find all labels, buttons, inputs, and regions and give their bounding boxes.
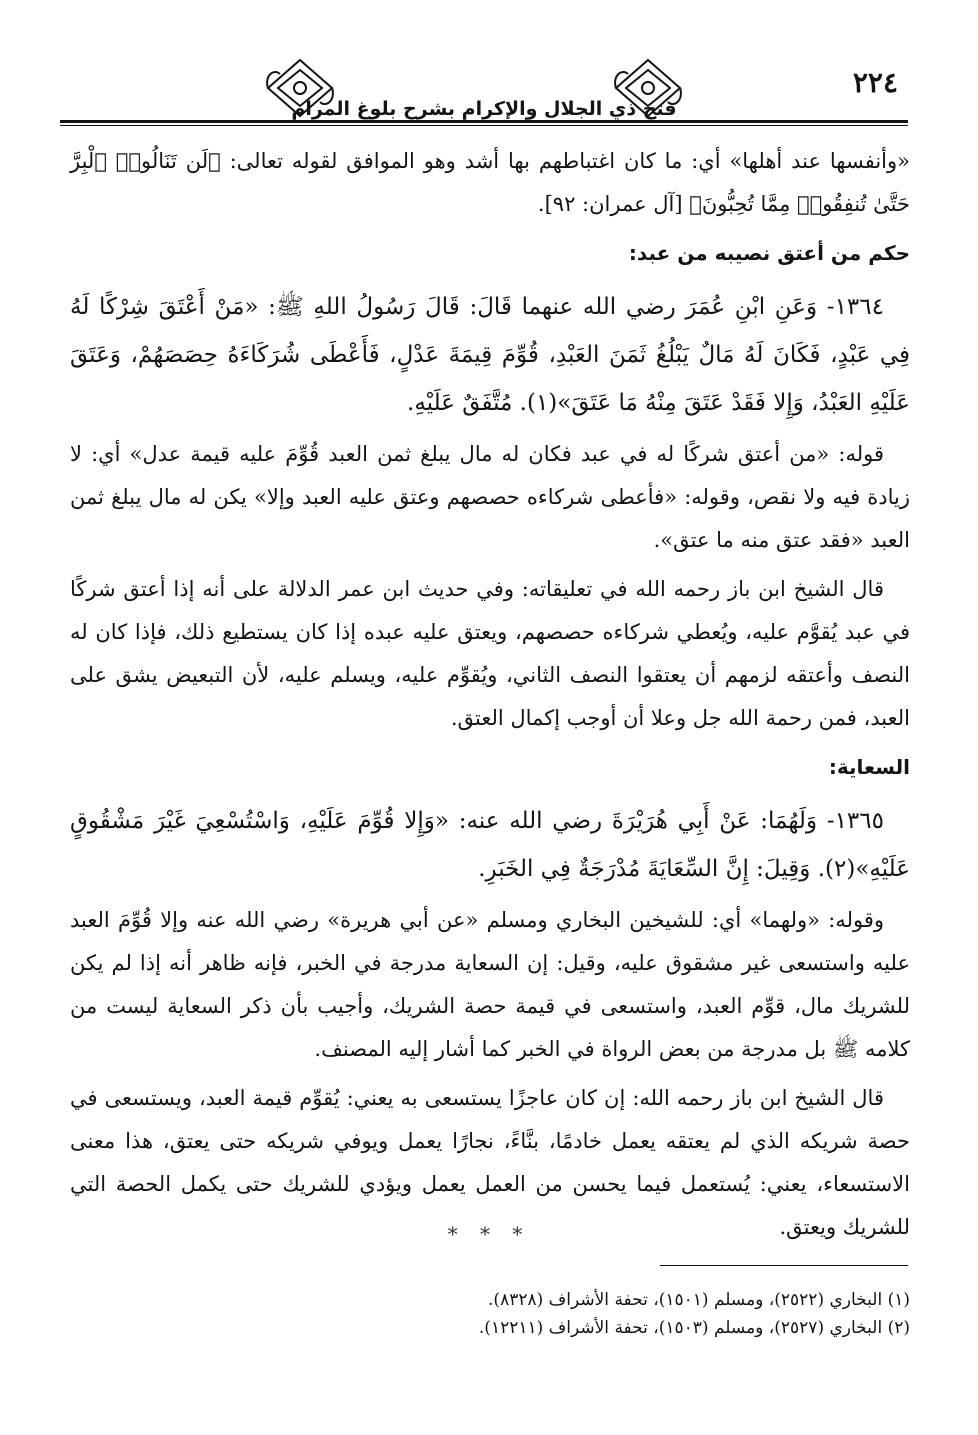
paragraph-commentary-2: وقوله: «ولهما» أي: للشيخين البخاري ومسلم «عن أبي هريرة» رضي الله عنه وإلا قُوِّمَ العبد عليه واستسعى غير مشقوق عليه، وقيل: إن السعاية مدرجة في الخبر، فإنه ظاهر أنه إذا لم يكن للشريك مال، قوِّم العبد، واستسعى في قيمة حصة الشريك، وأجيب بأن ذكر السعاية ليست من كلامه ﷺ بل مدرجة من بعض الرواة في الخبر كما أشار إليه المصنف. [70,908,910,1061]
header-rule-thin [60,125,908,126]
paragraph-ibn-baz-2: قال الشيخ ابن باز رحمه الله: إن كان عاجزًا يستسعى به يعني: يُقوِّم قيمة العبد، ويستسعى في حصة شريكه الذي لم يعتقه يعمل خادمًا، بنَّاءً، نجارًا يعمل ويوفي شريكه حتى يعتق، هذا معنى الاستسعاء، يعني: يُستعمل فيما يحسن من العمل يعمل ويؤدي للشريك حتى يكمل الحصة التي للشريك ويعتق. [70,1086,911,1239]
footnote-2: (٢) البخاري (٢٥٢٧)، ومسلم (١٥٠٣)، تحفة الأشراف (١٢٢١١). [478,1318,910,1338]
footnote-1: (١) البخاري (٢٥٢٢)، ومسلم (١٥٠١)، تحفة الأشراف (٨٣٢٨). [488,1290,910,1310]
section-heading-siaya: السعاية: [828,755,910,779]
page-body [70,140,910,1255]
hadith-1365: ١٣٦٥- وَلَهُمَا: عَنْ أَبِي هُرَيْرَةَ رضي الله عنه: «وَإِلا قُوِّمَ عَلَيْهِ، وَاسْتُسْعِيَ غَيْرَ مَشْقُوقٍ عَلَيْهِ»(٢). وَقِيلَ: إِنَّ السِّعَايَةَ مُدْرَجَةٌ فِي الخَبَرِ. [70,808,910,882]
section-separator: * * * [447,1222,531,1246]
paragraph-commentary-1: قوله: «من أعتق شركًا له في عبد فكان له مال يبلغ ثمن العبد قُوِّمَ عليه قيمة عدل» أي: لا زيادة فيه ولا نقص، وقوله: «فأعطى شركاءه حصصهم وعتق عليه العبد وإلا» يكن له مال يبلغ ثمن العبد «فقد عتق منه ما عتق». [70,442,910,552]
section-heading-manumission: حكم من أعتق نصيبه من عبد: [628,241,910,265]
book-title: فتح ذي الجلال والإكرام بشرح بلوغ المرام [291,98,677,120]
paragraph-ibn-baz-1: قال الشيخ ابن باز رحمه الله في تعليقاته: وفي حديث ابن عمر الدلالة على أنه إذا أعتق شركًا في عبد يُقوَّم عليه، ويُعطي شركاءه حصصهم، ويعتق عليه عبده إذا كان يستطيع ذلك، فإذا كان له النصف وأعتقه لزمهم أن يعتقوا النصف الثاني، ويُقوِّم عليه، ويسلم عليه، لأن التبعيض يشق على العبد، فمن رحمة الله جل وعلا أن أوجب إكمال العتق. [70,577,910,730]
footnote-rule [660,1265,908,1266]
page-header [60,50,908,120]
header-rule [60,120,908,123]
page-number: ٢٢٤ [852,66,898,99]
paragraph-intro: «وأنفسها عند أهلها» أي: ما كان اغتباطهم بها أشد وهو الموافق لقوله تعالى: ﴿لَن تَنَالُوا۟ ٱلْبِرَّ حَتَّىٰ تُنفِقُوا۟ مِمَّا تُحِبُّونَ﴾ [آل عمران: ٩٢]. [70,149,910,216]
hadith-1364: ١٣٦٤- وَعَنِ ابْنِ عُمَرَ رضي الله عنهما قَالَ: قَالَ رَسُولُ اللهِ ﷺ: «مَنْ أَعْتَقَ شِرْكًا لَهُ فِي عَبْدٍ، فَكَانَ لَهُ مَالٌ يَبْلُغُ ثَمَنَ العَبْدِ، قُوِّمَ قِيمَةَ عَدْلٍ، فَأَعْطَى شُرَكَاءَهُ حِصَصَهُمْ، وَعَتَقَ عَلَيْهِ العَبْدُ، وَإِلا فَقَدْ عَتَقَ مِنْهُ مَا عَتَقَ»(١). مُتَّفَقٌ عَلَيْهِ. [70,294,910,416]
footnotes [70,1286,910,1342]
